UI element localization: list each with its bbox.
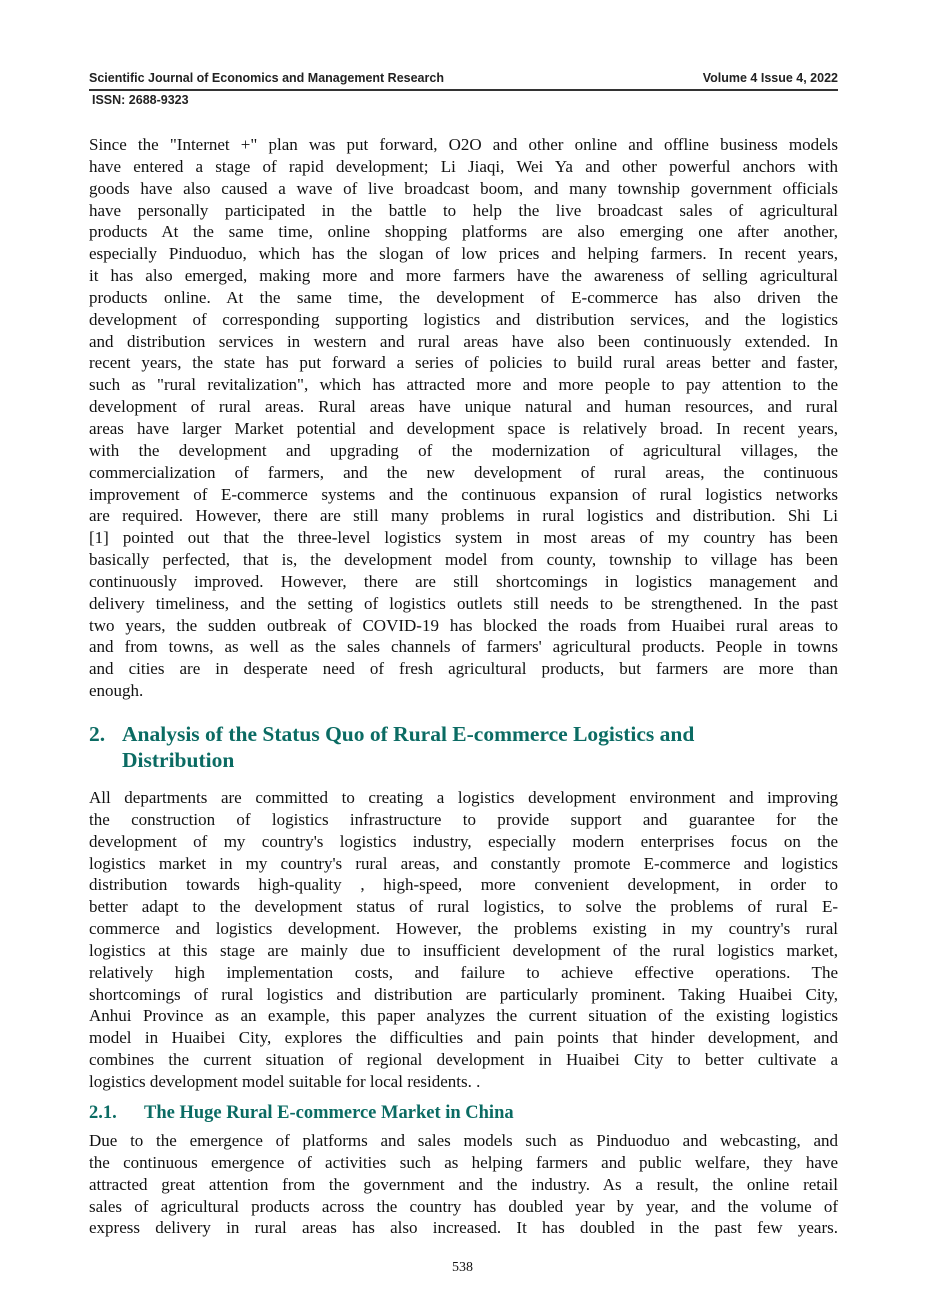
text-line: commercialization of farmers, and the new development of rural areas, the continuous [89, 462, 838, 482]
text-line: Due to the emergence of platforms and sales models such as Pinduoduo and webcasting, and [89, 1131, 838, 1150]
text-line: All departments are committed to creating a logistics development environment and improving [89, 788, 838, 807]
text-line: shortcomings of rural logistics and distribution are particularly prominent. Taking Huaibei City, [89, 984, 838, 1004]
text-line: two years, the sudden outbreak of COVID-19 has blocked the roads from Huaibei rural areas to [89, 615, 838, 635]
text-line: distribution towards high-quality , high-speed, more convenient development, in order to [89, 875, 838, 895]
volume-issue: Volume 4 Issue 4, 2022 [702, 71, 838, 85]
text-line: recent years, the state has put forward a series of policies to build rural areas better and faster, [89, 353, 838, 373]
text-line: products At the same time, online shopping platforms are also emerging one after another, [89, 222, 838, 242]
text-line: areas have larger Market potential and development space is relatively broad. In recent years, [89, 418, 838, 438]
text-line: improvement of E-commerce systems and the continuous expansion of rural logistics networks [89, 484, 838, 504]
text-line: [1] pointed out that the three-level logistics system in most areas of my country has been [89, 528, 838, 548]
text-line: are required. However, there are still many problems in rural logistics and distribution. Shi Li [89, 506, 838, 526]
text-line: and distribution services in western and rural areas have also been continuously extended. In [89, 331, 838, 351]
text-line: with the development and upgrading of the modernization of agricultural villages, the [89, 440, 838, 460]
text-line: continuously improved. However, there are still shortcomings in logistics management and [89, 571, 838, 591]
text-line: attracted great attention from the government and the industry. As a result, the online retail [89, 1174, 838, 1194]
text-line: the continuous emergence of activities such as helping farmers and public welfare, they have [89, 1152, 838, 1172]
text-line: products online. At the same time, the development of E-commerce has also driven the [89, 287, 838, 307]
section-title-line2: Distribution [122, 748, 235, 772]
subsection-title: The Huge Rural E-commerce Market in China [144, 1103, 514, 1123]
text-line: combines the current situation of regional development in Huaibei City to better cultivate a [89, 1050, 838, 1070]
text-line: better adapt to the development status of rural logistics, to solve the problems of rural E- [89, 897, 838, 917]
text-line: Anhui Province as an example, this paper analyzes the current situation of the existing logistics [89, 1006, 838, 1026]
text-line: model in Huaibei City, explores the difficulties and pain points that hinder development, and [89, 1028, 838, 1048]
text-line: and cities are in desperate need of fresh agricultural products, but farmers are more than [89, 659, 838, 679]
text-line: the construction of logistics infrastructure to provide support and guarantee for the [89, 809, 838, 829]
text-line: commerce and logistics development. However, the problems existing in my country's rural [89, 919, 838, 939]
text-line: have entered a stage of rapid development; Li Jiaqi, Wei Ya and other powerful anchors with [89, 156, 838, 176]
header-rule [89, 89, 838, 91]
text-line: development of rural areas. Rural areas have unique natural and human resources, and rural [89, 397, 838, 417]
journal-title: Scientific Journal of Economics and Management Research [89, 71, 444, 85]
text-line: development of corresponding supporting logistics and distribution services, and the logistics [89, 309, 838, 329]
text-line: basically perfected, that is, the development model from county, township to village has been [89, 550, 838, 570]
text-line: express delivery in rural areas has also increased. It has doubled in the past few years. [89, 1218, 838, 1238]
paragraph-section-2 [89, 787, 838, 1093]
text-line: relatively high implementation costs, and failure to achieve effective operations. The [89, 962, 838, 982]
text-line: it has also emerged, making more and more farmers have the awareness of selling agricultural [89, 266, 838, 286]
text-line: delivery timeliness, and the setting of logistics outlets still needs to be strengthened. In the past [89, 593, 838, 613]
text-line: have personally participated in the battle to help the live broadcast sales of agricultural [89, 200, 838, 220]
text-line: enough. [89, 681, 144, 701]
text-line: goods have also caused a wave of live broadcast boom, and many township government officials [89, 178, 838, 198]
section-2-1-heading [89, 1103, 514, 1124]
section-2-heading [89, 721, 694, 773]
paragraph-section-2-1 [89, 1130, 838, 1239]
subsection-number: 2.1. [89, 1103, 117, 1123]
paragraph-intro [89, 134, 838, 702]
text-line: and from towns, as well as the sales channels of farmers' agricultural products. People in towns [89, 637, 838, 657]
text-line: especially Pinduoduo, which has the slogan of low prices and helping farmers. In recent years, [89, 244, 838, 264]
section-title-line1: Analysis of the Status Quo of Rural E-commerce Logistics and [122, 722, 695, 746]
issn: ISSN: 2688-9323 [92, 93, 189, 107]
text-line: Since the "Internet +" plan was put forward, O2O and other online and offline business models [89, 135, 838, 154]
text-line: such as "rural revitalization", which has attracted more and more people to pay attention to the [89, 375, 838, 395]
text-line: logistics development model suitable for local residents. . [89, 1071, 481, 1091]
text-line: development of my country's logistics industry, especially modern enterprises focus on the [89, 831, 838, 851]
text-line: logistics at this stage are mainly due to insufficient development of the rural logistics market, [89, 940, 838, 960]
section-number: 2. [89, 722, 106, 746]
text-line: sales of agricultural products across the country has doubled year by year, and the volume of [89, 1196, 838, 1216]
page-number: 538 [452, 1260, 473, 1275]
text-line: logistics market in my country's rural areas, and constantly promote E-commerce and logistics [89, 853, 838, 873]
